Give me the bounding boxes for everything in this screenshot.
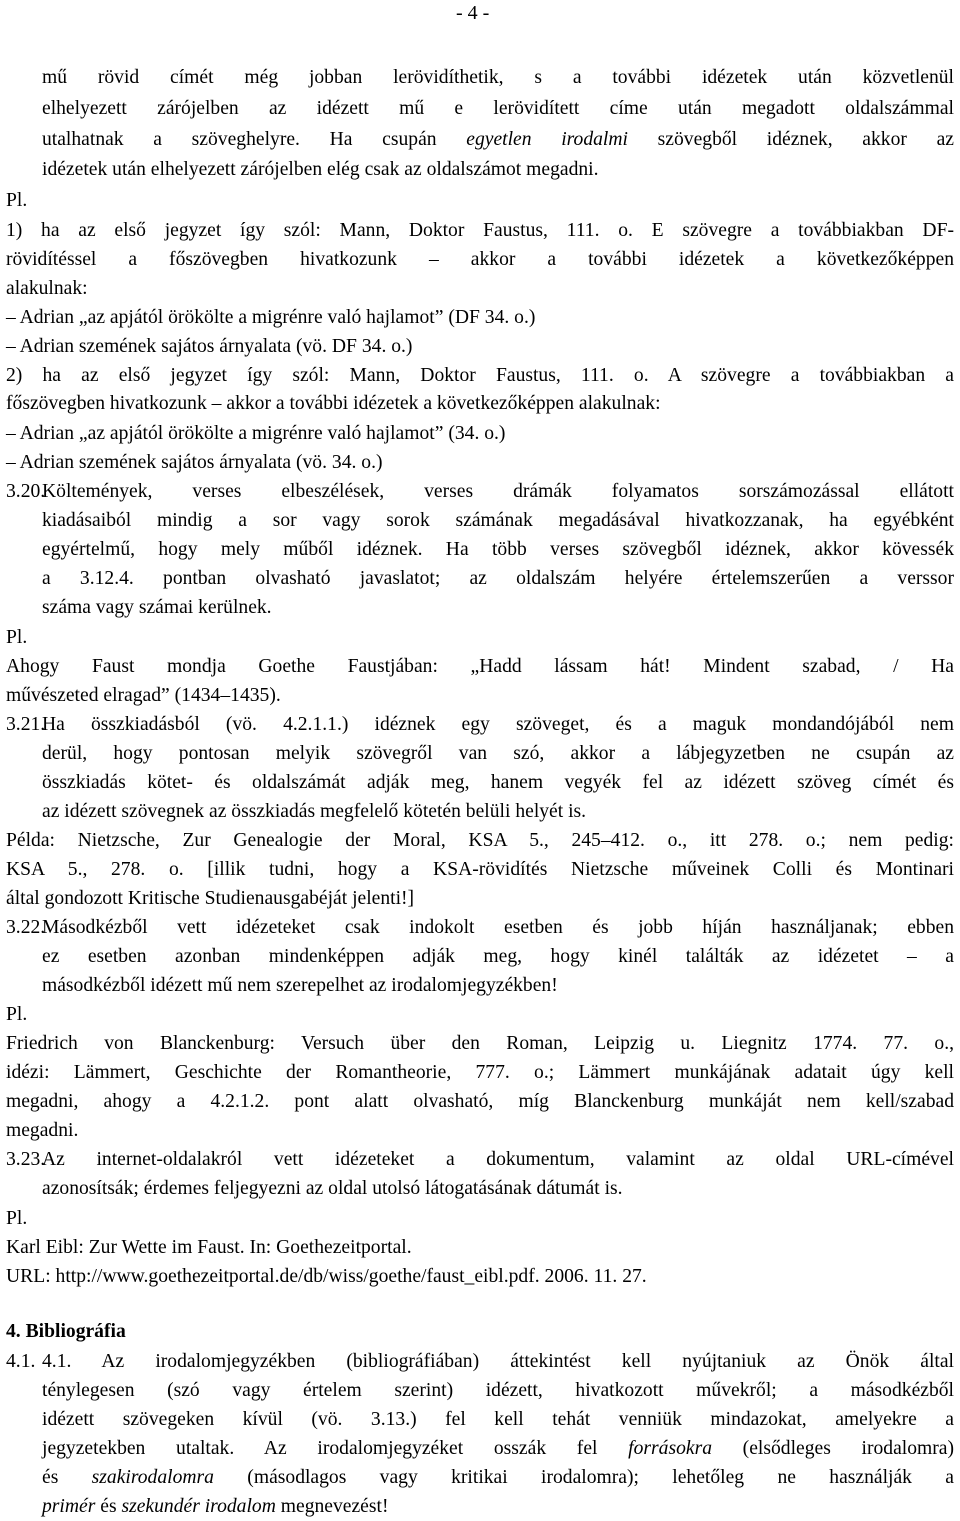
paragraph-line: másodkézből idézett mű nem szerepelhet az irodalomjegyzékben!: [42, 975, 558, 996]
paragraph-line: azonosítsák; érdemes feljegyezni az oldal utolsó látogatásának dátumát is.: [42, 1178, 623, 1199]
example-label: Pl.: [6, 627, 28, 648]
italic-text: primér: [42, 1496, 96, 1517]
paragraph-line: Az internet-oldalakról vett idézeteket a dokumentum, valamint az oldal URL-címével: [42, 1149, 954, 1170]
paragraph-line: az idézett szövegnek az összkiadás megfelelő kötetén belüli helyét is.: [42, 801, 587, 822]
example-line: 1) ha az első jegyzet így szól: Mann, Doktor Faustus, 111. o. E szövegre a továbbiakban DF-: [6, 220, 954, 241]
section-number: 3.23.: [6, 1149, 46, 1170]
example-line: Példa: Nietzsche, Zur Genealogie der Moral, KSA 5., 245–412. o., itt 278. o.; nem pedig:: [6, 830, 954, 851]
text-span: utalhatnak a szöveghelyre. Ha csupán: [42, 129, 467, 150]
paragraph-line: mű rövid címét még jobban lerövidíthetik, s a további idézetek után közvetlenül: [42, 67, 954, 88]
italic-text: egyetlen irodalmi: [466, 129, 628, 150]
section-number: 3.22.: [6, 917, 46, 938]
example-label: Pl.: [6, 1208, 28, 1229]
paragraph-line: ténylegesen (szó vagy értelem szerint) idézett, hivatkozott művekről; a másodkézből: [42, 1380, 954, 1401]
example-line: idézi: Lämmert, Geschichte der Romantheorie, 777. o.; Lämmert munkájának adatait úgy kell: [6, 1062, 954, 1083]
paragraph-line: [42, 128, 954, 152]
paragraph-line: egyértelmű, hogy mely műből idéznek. Ha több verses szövegből idéznek, akkor kövessék: [42, 539, 954, 560]
paragraph-line: Költemények, verses elbeszélések, verses drámák folyamatos sorszámozással ellátott: [42, 481, 954, 502]
example-line: főszövegben hivatkozunk – akkor a további idézetek a következőképpen alakulnak:: [6, 393, 661, 414]
example-line: Karl Eibl: Zur Wette im Faust. In: Goethezeitportal.: [6, 1237, 412, 1258]
example-line: – Adrian szemének sajátos árnyalata (vö. DF 34. o.): [6, 336, 413, 357]
example-label: Pl.: [6, 1004, 28, 1025]
paragraph-line: [42, 1466, 954, 1490]
example-line: által gondozott Kritische Studienausgabéját jelenti!]: [6, 888, 415, 909]
example-line: Friedrich von Blanckenburg: Versuch über den Roman, Leipzig u. Liegnitz 1774. 77. o.,: [6, 1033, 954, 1054]
text-span: és: [42, 1467, 92, 1488]
paragraph-line: kiadásaiból mindig a sor vagy sorok számának megadásával hivatkozzanak, ha egyébként: [42, 510, 954, 531]
url-line: URL: http://www.goethezeitportal.de/db/wiss/goethe/faust_eibl.pdf. 2006. 11. 27.: [6, 1266, 647, 1287]
italic-text: szekundér irodalom: [121, 1496, 276, 1517]
paragraph-line: idézett szövegeken kívül (vö. 3.13.) fel kell tehát venniük mindazokat, amelyekre a: [42, 1409, 954, 1430]
example-line: megadni.: [6, 1120, 79, 1141]
text-span: megnevezést!: [275, 1496, 389, 1517]
paragraph-line: 4.1. Az irodalomjegyzékben (bibliográfiában) áttekintést kell nyújtaniuk az Önök által: [42, 1351, 954, 1372]
example-line: megadni, ahogy a 4.2.1.2. pont alatt olvasható, míg Blanckenburg munkáját nem kell/szabad: [6, 1091, 954, 1112]
paragraph-line: Másodkézből vett idézeteket csak indokolt esetben és jobb híján használjanak; ebben: [42, 917, 954, 938]
paragraph-line: [42, 1437, 954, 1461]
section-heading: 4. Bibliográfia: [6, 1321, 126, 1342]
example-line: – Adrian „az apjától örökölte a migrénre való hajlamot” (DF 34. o.): [6, 307, 536, 328]
text-span: jegyzetekben utaltak. Az irodalomjegyzéket osszák fel: [42, 1438, 629, 1459]
paragraph-line: a 3.12.4. pontban olvasható javaslatot; az oldalszám helyére értelemszerűen a verssor: [42, 568, 954, 589]
paragraph-line: [42, 1495, 954, 1519]
paragraph-line: derül, hogy pontosan melyik szövegről van szó, akkor a lábjegyzetben ne csupán az: [42, 743, 954, 764]
paragraph-line: összkiadás kötet- és oldalszámát adják meg, hanem vegyék fel az idézett szöveg címét és: [42, 772, 954, 793]
example-line: művészeted elragad” (1434–1435).: [6, 685, 281, 706]
example-line: KSA 5., 278. o. [illik tudni, hogy a KSA-rövidítés Nietzsche műveinek Colli és Montinari: [6, 859, 954, 880]
example-line: alakulnak:: [6, 278, 88, 299]
section-number: 3.21.: [6, 714, 46, 735]
italic-text: szakirodalomra: [91, 1467, 214, 1488]
example-line: – Adrian szemének sajátos árnyalata (vö. 34. o.): [6, 452, 383, 473]
paragraph-line: elhelyezett zárójelben az idézett mű e lerövidített címe után megadott oldalszámmal: [42, 98, 954, 119]
section-number: 4.1.: [6, 1351, 36, 1372]
example-line: rövidítéssel a főszövegben hivatkozunk – akkor a további idézetek a következőképpen: [6, 249, 954, 270]
example-line: 2) ha az első jegyzet így szól: Mann, Doktor Faustus, 111. o. A szövegre a továbbiakban a: [6, 365, 954, 386]
text-span: szövegből idéznek, akkor az: [627, 129, 954, 150]
example-line: – Adrian „az apjától örökölte a migrénre való hajlamot” (34. o.): [6, 423, 506, 444]
paragraph-line: ez esetben azonban mindenképpen adják meg, hogy kinél találták az idézetet – a: [42, 946, 954, 967]
paragraph-line: száma vagy számai kerülnek.: [42, 597, 272, 618]
italic-text: forrásokra: [628, 1438, 712, 1459]
example-label: Pl.: [6, 190, 28, 211]
example-line: Ahogy Faust mondja Goethe Faustjában: „Hadd lássam hát! Mindent szabad, / Ha: [6, 656, 954, 677]
text-span: (másodlagos vagy kritikai irodalomra); lehetőleg ne használják a: [213, 1467, 954, 1488]
text-span: (elsődleges irodalomra): [712, 1438, 954, 1459]
page-number: - 4 -: [456, 2, 490, 24]
text-span: és: [95, 1496, 122, 1517]
paragraph-line: Ha összkiadásból (vö. 4.2.1.1.) idéznek egy szöveget, és a maguk mondandójából nem: [42, 714, 954, 735]
paragraph-line: idézetek után elhelyezett zárójelben elég csak az oldalszámot megadni.: [42, 159, 599, 180]
section-number: 3.20.: [6, 481, 46, 502]
